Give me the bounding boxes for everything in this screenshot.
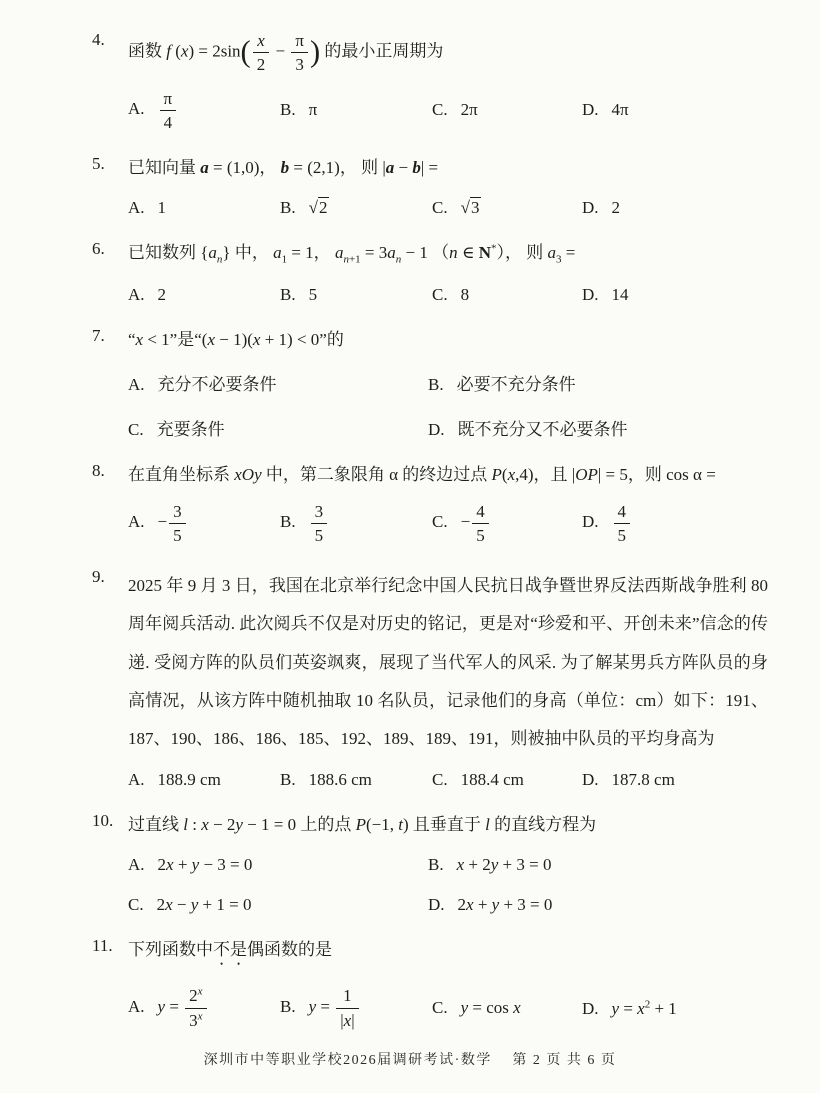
option-text: $\frac{\pi}{4}$ [158, 99, 179, 118]
option-label: A. [128, 284, 145, 304]
option-d [582, 285, 768, 305]
option-d [582, 998, 768, 1019]
question-7 [92, 326, 768, 440]
option-text: 2x + y + 3 = 0 [457, 895, 553, 915]
question-stem: 在直角坐标系 xOy 中，第二象限角 α 的终边过点 P(x,4)，且 |OP| = 5，则 cos α = [128, 464, 716, 484]
option-text: 8 [460, 284, 470, 304]
option-text: 既不充分又不必要条件 [457, 419, 628, 439]
question-number: 5. [92, 154, 105, 173]
option-text: y = $\frac{1}{|x|}$ [309, 997, 361, 1016]
option-d [582, 501, 768, 547]
option-label: A. [128, 99, 145, 119]
option-label: B. [280, 770, 296, 790]
option-text: 188.4 cm [460, 770, 524, 790]
option-label: C. [128, 419, 144, 439]
options-grid [128, 985, 768, 1031]
options-grid [128, 198, 768, 218]
question-number: 4. [92, 30, 105, 49]
option-label: B. [280, 997, 296, 1017]
page-footer: 深圳市中等职业学校2026届调研考试·数学 第 2 页 共 6 页 [203, 1053, 617, 1068]
option-label: A. [128, 997, 145, 1017]
question-stem: 下列函数中不是偶函数的是 [128, 940, 332, 960]
option-d [428, 895, 768, 915]
option-text: 充分不必要条件 [157, 374, 277, 394]
option-text: − $\frac{3}{5}$ [158, 512, 188, 531]
option-c [432, 100, 582, 120]
option-text: y = cos x [460, 998, 521, 1018]
option-label: D. [582, 770, 599, 790]
option-a [128, 855, 428, 875]
options-grid [128, 370, 768, 440]
option-d [582, 770, 768, 790]
option-text: $y = x^2 + 1$ [611, 997, 677, 1018]
question-number: 10. [92, 811, 114, 831]
option-label: D. [428, 419, 445, 439]
option-label: C. [128, 895, 144, 915]
question-10 [92, 811, 768, 915]
options-grid [128, 88, 768, 134]
option-label: C. [432, 100, 448, 120]
option-label: C. [432, 284, 448, 304]
option-c [432, 998, 582, 1018]
question-9 [92, 567, 768, 790]
option-b [280, 100, 432, 120]
option-text: 187.8 cm [611, 770, 675, 790]
question-number: 8. [92, 460, 105, 480]
option-label: D. [582, 100, 599, 120]
options-grid [128, 501, 768, 547]
option-text: 14 [611, 284, 629, 304]
option-d [582, 198, 768, 218]
option-c [128, 415, 428, 440]
question-4 [92, 30, 768, 133]
option-label: C. [432, 198, 448, 218]
option-label: D. [582, 998, 599, 1018]
option-label: D. [582, 284, 599, 304]
option-label: D. [582, 512, 599, 532]
option-c [432, 770, 582, 790]
option-label: B. [280, 100, 296, 120]
option-b [428, 370, 768, 395]
options-grid [128, 855, 768, 915]
option-b [280, 501, 432, 547]
option-label: B. [428, 855, 444, 875]
question-number: 11. [92, 936, 113, 956]
question-8 [92, 461, 768, 547]
option-a [128, 88, 280, 134]
question-number: 6. [92, 239, 105, 259]
option-text: 188.6 cm [308, 770, 372, 790]
option-text: 4π [611, 100, 629, 120]
option-text: 必要不充分条件 [456, 374, 576, 394]
option-label: A. [128, 770, 145, 790]
question-stem: 已知向量 a = (1,0)， b = (2,1)， 则 |a − b| = [128, 158, 439, 177]
option-c [128, 895, 428, 915]
option-a [128, 770, 280, 790]
option-text: 2x − y + 1 = 0 [156, 895, 252, 915]
option-text: 2 [611, 198, 621, 218]
option-b [280, 770, 432, 790]
option-text: 2x + y − 3 = 0 [157, 855, 253, 875]
question-stem: 2025 年 9 月 3 日，我国在北京举行纪念中国人民抗日战争暨世界反法西斯战争胜利 80 周年阅兵活动. 此次阅兵不仅是对历史的铭记，更是对“珍爱和平、开创未来”信念的传递. 受阅方阵的队员们英姿飒爽，展现了当代军人的风采. 为了解某男兵方阵队员的身高情况，从该方阵中随机抽取 10 名队员，记录他们的身高（单位：cm）如下：191、187、190、186、186、185、192、189、189、191，则被抽中队员的平均身高为 [128, 576, 768, 749]
option-d [582, 100, 768, 120]
option-text: 188.9 cm [157, 770, 221, 790]
option-label: C. [432, 998, 448, 1018]
option-label: A. [128, 855, 145, 875]
option-a [128, 501, 280, 547]
option-a [128, 370, 428, 395]
question-stem: 已知数列 $\{a_n\}$ 中， $a_1 = 1$， $a_{n+1} = 3a_n - 1$ （n ∈ N*）， 则 $a_3$ = [128, 242, 576, 266]
question-6 [92, 239, 768, 305]
option-label: A. [128, 512, 145, 532]
option-text: 充要条件 [156, 419, 225, 439]
question-stem: “x < 1”是“(x − 1)(x + 1) < 0”的 [128, 329, 344, 349]
question-5 [92, 154, 768, 218]
option-label: B. [280, 284, 296, 304]
option-label: D. [428, 895, 445, 915]
option-label: C. [432, 770, 448, 790]
option-text: √2 [308, 198, 328, 218]
option-text: y = $\frac{2^x}{3^x}$ [158, 997, 209, 1016]
option-text: x + 2y + 3 = 0 [456, 855, 552, 875]
option-label: B. [428, 374, 444, 394]
option-d [428, 415, 768, 440]
option-b [280, 198, 432, 218]
option-label: C. [432, 512, 448, 532]
option-text: π [308, 100, 318, 120]
option-label: B. [280, 512, 296, 532]
option-c [432, 501, 582, 547]
question-11 [92, 936, 768, 1031]
option-text: $\frac{4}{5}$ [612, 512, 633, 531]
option-b [280, 985, 432, 1031]
option-label: D. [582, 198, 599, 218]
question-stem: 函数 f (x) = 2sin( $\frac{x}{2}$ − $\frac{\pi}{3}$ ) 的最小正周期为 [128, 31, 444, 75]
option-label: A. [128, 374, 145, 394]
question-stem: 过直线 l : x − 2y − 1 = 0 上的点 P(−1, t) 且垂直于 l 的直线方程为 [128, 815, 597, 835]
option-label: A. [128, 198, 145, 218]
option-text: 2π [460, 100, 478, 120]
option-text: 5 [308, 284, 318, 304]
question-number: 7. [92, 325, 105, 345]
options-grid [128, 770, 768, 790]
option-text: √3 [460, 198, 480, 218]
option-b [428, 855, 768, 875]
option-text: 2 [157, 284, 167, 304]
option-a [128, 198, 280, 218]
option-text: 1 [157, 198, 167, 218]
option-c [432, 198, 582, 218]
option-b [280, 285, 432, 305]
option-c [432, 285, 582, 305]
options-grid [128, 285, 768, 305]
option-label: B. [280, 198, 296, 218]
option-text: − $\frac{4}{5}$ [461, 512, 491, 531]
option-a [128, 985, 280, 1031]
option-text: $\frac{3}{5}$ [309, 512, 330, 531]
question-number: 9. [92, 567, 105, 587]
option-a [128, 285, 280, 305]
